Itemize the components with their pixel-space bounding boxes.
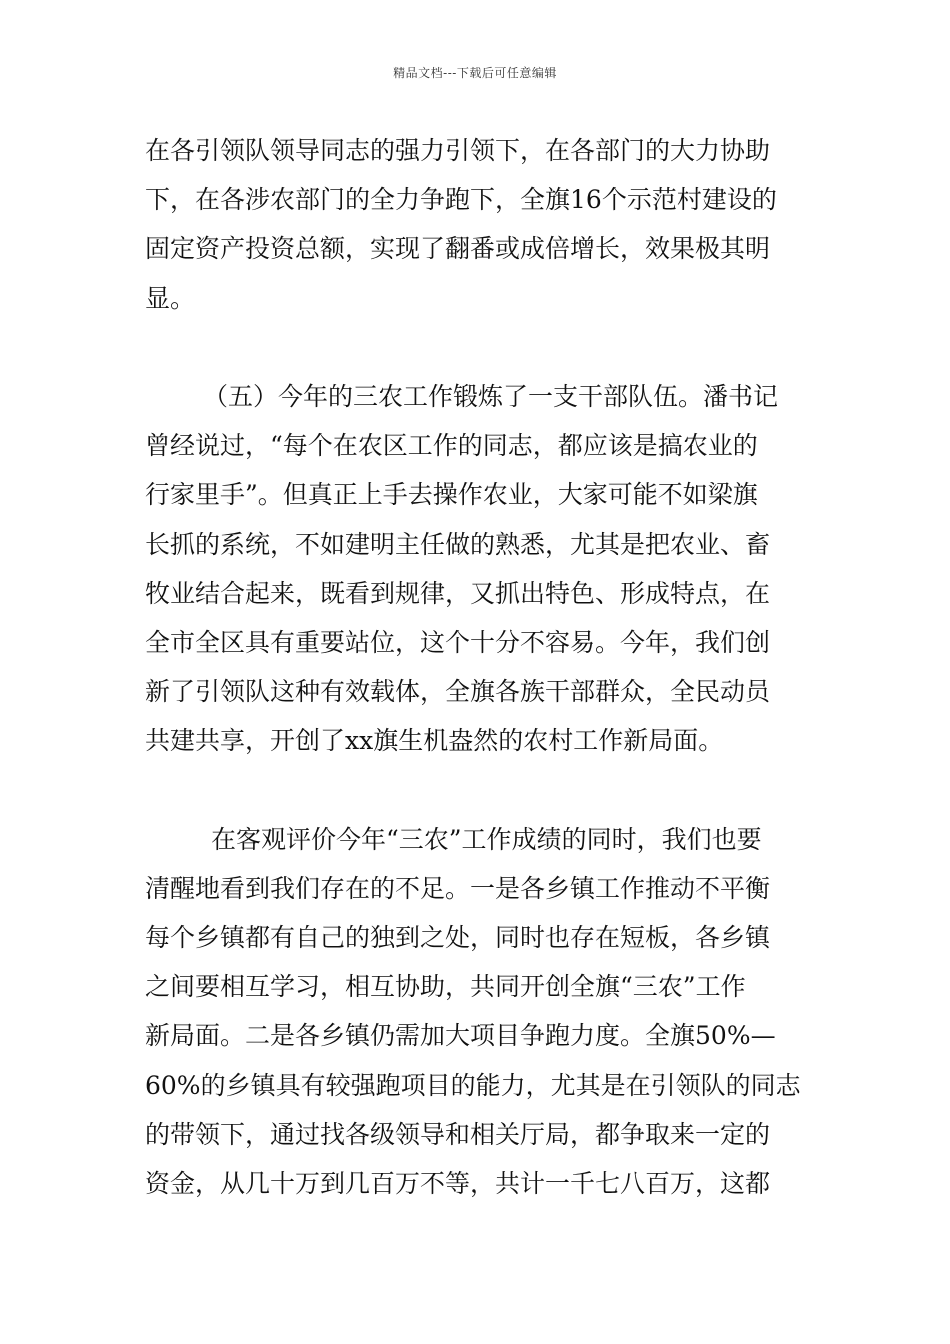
paragraph-line: 每个乡镇都有自己的独到之处，同时也存在短板，各乡镇 xyxy=(145,923,771,952)
page-header: 精品文档---下载后可任意编辑 xyxy=(393,66,557,80)
paragraph-line: 固定资产投资总额，实现了翻番或成倍增长，效果极其明 xyxy=(145,234,771,264)
paragraph-line: 长抓的系统，不如建明主任做的熟悉，尤其是把农业、畜 xyxy=(145,529,771,559)
paragraph-line: 显。 xyxy=(145,283,196,313)
paragraph-line: 在客观评价今年“三农”工作成绩的同时，我们也要 xyxy=(211,824,762,854)
paragraph-line: 之间要相互学习，相互协助，共同开创全旗“三农”工作 xyxy=(145,972,746,1002)
paragraph-line: 新局面。二是各乡镇仍需加大项目争跑力度。全旗50%— xyxy=(145,1021,776,1051)
document-body xyxy=(145,126,810,1208)
paragraph-line: 新了引领队这种有效载体，全旗各族干部群众，全民动员 xyxy=(145,677,771,707)
paragraph-gap xyxy=(145,323,810,372)
paragraph-line: 下，在各涉农部门的全力争跑下，全旗16个示范村建设的 xyxy=(145,185,777,215)
paragraph-3 xyxy=(145,815,810,1209)
paragraph-line: （五）今年的三农工作锻炼了一支干部队伍。潘书记 xyxy=(203,381,779,411)
paragraph-line: 全市全区具有重要站位，这个十分不容易。今年，我们创 xyxy=(145,627,771,657)
paragraph-line: 清醒地看到我们存在的不足。一是各乡镇工作推动不平衡 xyxy=(145,873,771,903)
paragraph-2 xyxy=(145,372,810,766)
paragraph-line: 资金，从几十万到几百万不等，共计一千七八百万，这都 xyxy=(145,1168,771,1198)
paragraph-line: 60%的乡镇具有较强跑项目的能力，尤其是在引领队的同志 xyxy=(145,1070,801,1100)
paragraph-line: 曾经说过，“每个在农区工作的同志，都应该是搞农业的 xyxy=(145,431,758,461)
paragraph-line: 共建共享，开创了xx旗生机盎然的农村工作新局面。 xyxy=(145,726,724,756)
paragraph-line: 在各引领队领导同志的强力引领下，在各部门的大力协助 xyxy=(145,136,771,165)
paragraph-1 xyxy=(145,126,810,323)
paragraph-gap xyxy=(145,765,810,814)
paragraph-line: 的带领下，通过找各级领导和相关厅局，都争取来一定的 xyxy=(145,1119,771,1149)
paragraph-line: 行家里手”。但真正上手去操作农业，大家可能不如梁旗 xyxy=(145,480,758,510)
paragraph-line: 牧业结合起来，既看到规律，又抓出特色、形成特点，在 xyxy=(145,578,771,608)
